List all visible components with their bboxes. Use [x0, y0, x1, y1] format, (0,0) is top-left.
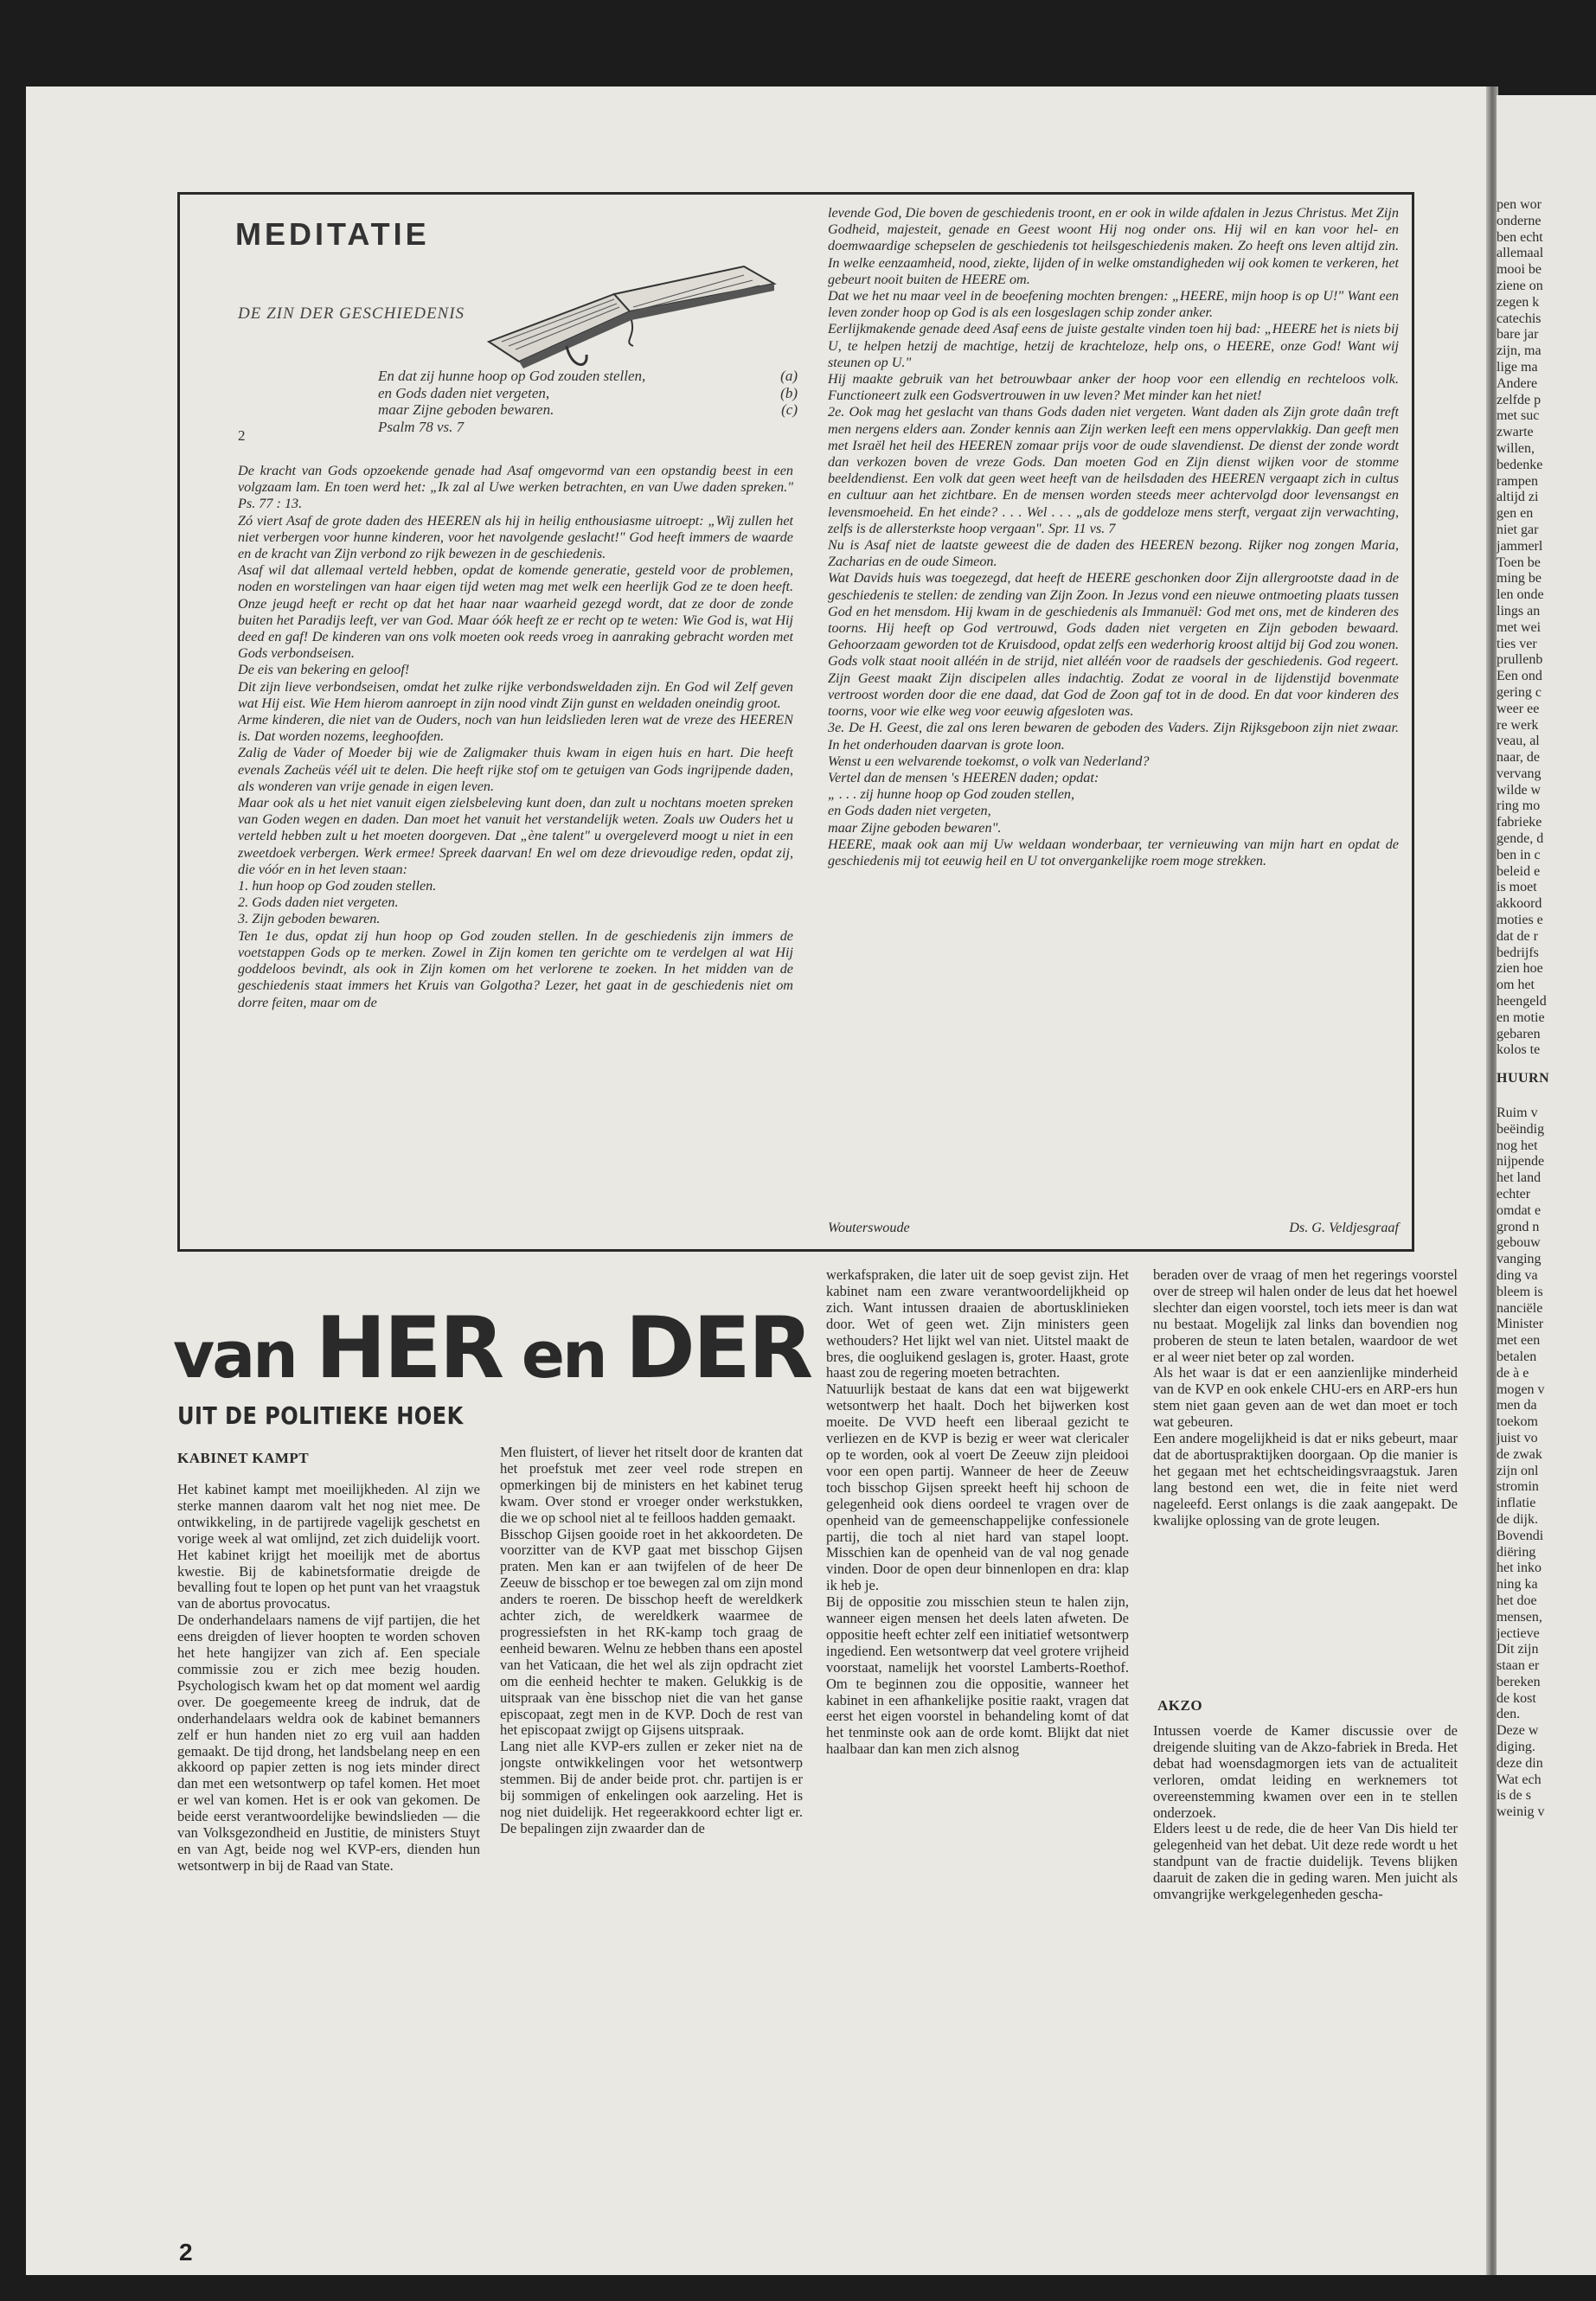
next-page-line: ning ka [1497, 1577, 1538, 1593]
next-page-line: naar, de [1497, 750, 1540, 766]
next-page-line: heengeld [1497, 994, 1547, 1009]
next-page-line: altijd zi [1497, 490, 1539, 505]
next-page-line: bare jar [1497, 327, 1539, 343]
verse-line: maar Zijne geboden bewaren. (c) [378, 401, 798, 418]
paragraph: De onderhandelaars namens de vijf partijen, die het eens dreigden of liever hoopten te worden schoven het hete hangijzer van zich af. Een speciale commissie zou er zich mee bezig houden. Psychologisch kwam het op dat moment wel aardig over. De goegemeente kreeg de indruk, dat de onderhandelaars weldra ook de kabinet bemanners zelf er hun handen niet zo erg vuil aan hadden gemaakt. De tijd drong, het landsbelang neep en een akkoord op papier zetten is nog iets minder direct dan met een wetsontwerp op tafel komen. Het moet er wel van komen. Het is er ook van gekomen. De beide eerst verantwoordelijke bewindslieden — die van Volksgezondheid en Justitie, de ministers Stuyt en van Agt, beide nog wel KVP-ers, dienden hun wetsontwerp in bij de Raad van State. [177, 1612, 480, 1874]
next-page-line: gende, d [1497, 831, 1544, 847]
next-page-line: toekom [1497, 1414, 1538, 1430]
next-page-line: juist vo [1497, 1430, 1538, 1445]
next-page-line: catechis [1497, 311, 1542, 326]
next-page-line: len onde [1497, 587, 1544, 603]
next-page-line: beleid e [1497, 863, 1541, 879]
next-page-line: weer ee [1497, 701, 1540, 716]
next-page-line: met een [1497, 1333, 1541, 1349]
article-column-4 [1153, 1267, 1458, 1682]
paragraph: Intussen voerde de Kamer discussie over de dreigende sluiting van de Akzo-fabriek in Breda. Het debat had woensdagmorgen iets van de actualiteit verloren, omdat leiding en werknemers tot overeenstemming kwamen over een in te stellen onderzoek. [1153, 1723, 1458, 1821]
next-page-line: zien hoe [1497, 961, 1543, 977]
paragraph: De eis van bekering en geloof! [238, 662, 410, 678]
next-page-line: Een ond [1497, 669, 1542, 684]
next-page-line: allemaal [1497, 246, 1544, 261]
next-page-line: is moet [1497, 880, 1537, 895]
next-page-line: deze din [1497, 1755, 1543, 1771]
next-page-line: gen en [1497, 506, 1534, 522]
paragraph: De kracht van Gods opzoekende genade had Asaf omgevormd van een opstandig beest in een volgzaam lam. En toen werd het: „Ik zal al Uwe werken betrachten, en van Uwe daden spreken." Ps. 77 : 13. [238, 463, 793, 512]
next-page-line: rampen [1497, 473, 1538, 489]
next-page-line: vanging [1497, 1252, 1542, 1267]
next-page-line: Minister [1497, 1317, 1544, 1332]
next-page-line: bedrijfs [1497, 945, 1539, 960]
quote-line: en Gods daden niet vergeten, [828, 803, 991, 819]
meditation-title: MEDITATIE [235, 216, 430, 252]
paragraph: Vertel dan de mensen 's HEEREN daden; opdat: [828, 769, 1099, 785]
next-page-line: zwarte [1497, 425, 1534, 440]
next-page-line: jectieve [1497, 1625, 1540, 1641]
next-page-line: gering c [1497, 684, 1542, 700]
next-page-line: Ruim v [1497, 1106, 1538, 1120]
verse-reference: Psalm 78 vs. 7 [378, 418, 465, 435]
paragraph: Eerlijkmakende genade deed Asaf eens de juiste gestalte vinden toen hij bad: „HEERE het is niets bij U, te helpen hetzij de machtige, hetzij de krachteloze, help ons, o HEERE, onze God! Want wij steunen op U." [828, 321, 1399, 370]
psalm-verse [378, 368, 798, 435]
article-column-3 [826, 1267, 1129, 2197]
article-column-4-akzo [1153, 1723, 1458, 2190]
next-page-line: mensen, [1497, 1609, 1542, 1625]
next-page-line: zelfde p [1497, 392, 1542, 407]
paragraph: Bisschop Gijsen gooide roet in het akkoordeten. De voorzitter van de KVP gaat met bisschop Gijsen praten. Men kan er aan twijfelen of de heer De Zeeuw de bisschop er toe bewegen zal om zijn mond anders te roeren. De bisschop heeft de wereldkerk achter zich, de wereldkerk waarmee de progressiefsten in het RK-kamp toch graag de eenheid bewaren. Welnu ze hebben thans een apostel van het Vaticaan, die het wel als zijn opdracht ziet om die eenheid hechter te maken. Gelukkig is de uitspraak van ène bisschop niet die van het ganse episcopaat, zegt men in de KVP. Doch de rest van het episcopaat zwijgt op Gijsens uitspraak. [500, 1525, 803, 1739]
paragraph: Nu is Asaf niet de laatste geweest die de daden des HEEREN bezong. Rijker nog zongen Maria, Zacharias en de oude Simeon. [828, 537, 1399, 570]
next-page-line: bedenke [1497, 457, 1543, 472]
paragraph: Als het waar is dat er een aanzienlijke minderheid van de KVP en ook enkele CHU-ers en ARP-ers hun stem niet gaan geven aan de wet dan moet er toch wat gebeuren. [1153, 1364, 1458, 1431]
article-heading-akzo: AKZO [1157, 1697, 1203, 1714]
verse-line: En dat zij hunne hoop op God zouden stellen, (a) [378, 368, 798, 384]
next-page-line: het inko [1497, 1561, 1542, 1576]
next-page-line: ties ver [1497, 636, 1537, 651]
open-book-illustration [484, 260, 779, 372]
next-page-line: fabrieke [1497, 815, 1542, 830]
next-page-line: zijn, ma [1497, 343, 1542, 359]
next-page-line: stromin [1497, 1479, 1539, 1495]
next-page-line: ben echt [1497, 229, 1543, 245]
next-page-line: is de s [1497, 1788, 1531, 1804]
paragraph: Asaf wil dat allemaal verteld hebben, opdat de komende generatie, gesteld voor de problemen, noden en worstelingen van haar eigen tijd weten mag met welk een heerlijk God ze te doen heeft. Onze jeugd heeft er recht op dat het haar naar waarheid gezegd wordt, dat ze door de zonde buiten het Paradijs leeft, ver van God. Maar óók heeft ze er recht op te weten: Wie God is, wat Hij deed en gaf! De kinderen van ons volk moeten ook reeds vroeg in aanraking gebracht worden met Gods verbondseisen. [238, 562, 793, 662]
next-page-line: met wei [1497, 619, 1542, 635]
paragraph: 2e. Ook mag het geslacht van thans Gods daden niet vergeten. Want daden als Zijn grote daân treft men nergens elders aan. Zonder kennis aan Zijn werken leeft een mens oppervlakkig. Dan geeft men met Israël het heil des HEEREN zomaar prijs voor de oude slavendienst. De dienst der zonde wordt dan verkozen boven de vreze Gods. Dan moeten God en Zijn dienst wijken voor de stomme beeldendienst. Een volk dat geen weet heeft van de heilsdaden des HEEREN vergaapt zich in cultus en cultuur aan het zichtbare. En de mensen worden steeds meer achtervolgd door levensangst en levensmoeheid. En het einde? . . . Wel . . . „als de goddeloze mens sterft, vergaat zijn verwachting, zelfs is de allersterkste hoop vergaan". Spr. 11 vs. 7 [828, 404, 1399, 536]
next-page-line: betalen [1497, 1349, 1537, 1364]
next-page-line: diging. [1497, 1740, 1535, 1755]
paragraph: Men fluistert, of liever het ritselt door de kranten dat het proefstuk met zeer veel rode strepen en opmerkingen bij de ministers en het kabinet terug kwam. Over stond er vroeger onder werkstukken, die we op school niet al te feilloos hadden gemaakt. [500, 1445, 803, 1526]
paragraph: Ten 1e dus, opdat zij hun hoop op God zouden stellen. In de geschiedenis zijn immers de voetstappen Gods op te merken. Zowel in Zijn komen ten gerichte om te verdelgen al wat Hij goddeloos bevindt, als ook in Zijn komen om het verlorene te zoeken. In het midden van de geschiedenis staat immers het Kruis van Golgotha? Lezer, het gaat in de geschiedenis niet om dorre feiten, maar om de [238, 927, 793, 1010]
next-page-line: Toen be [1497, 554, 1541, 570]
list-item: 1. hun hoop op God zouden stellen. [238, 878, 437, 894]
next-page-line: ding va [1497, 1267, 1538, 1283]
next-page-line: jammerl [1497, 538, 1543, 554]
next-page-line: om het [1497, 977, 1535, 993]
next-page-line: inflatie [1497, 1496, 1536, 1511]
paragraph: Wat Davids huis was toegezegd, dat heeft de HEERE geschonken door Zijn allergrootste daad in de geschiedenis te stellen: de zending van Zijn Zoon. In Jezus vond een nieuwe ontmoeting plaats tussen God en het mensdom. Hij kwam in de geschiedenis als Immanuël: God met ons, met de kinderen des toorns. Hij heeft op God vertrouwd, Gods daden niet vergeten en Zijn geboden bewaard. Gehoorzaam geworden tot de Kruisdood, opdat zelfs een wederhorig kroost altijd bij God zou wonen. Gods volk staat nooit alléén in de strijd, niet alléén voor de raadsels der geschiedenis. God regeert. Zijn Geest maakt Zijn discipelen alles indachtig. Zodat ze vooral in de lijdenstijd bovenmate vertroost worden door die ene daad, dat God de Zoon gaf tot in de dood. En dat voor kinderen des toorns, voor wie elke weg voor eeuwig afgesloten was. [828, 570, 1399, 720]
next-page-line: prullenb [1497, 652, 1543, 668]
next-page-line: met suc [1497, 408, 1540, 424]
next-page-line: lige ma [1497, 359, 1538, 375]
section-subtitle: UIT DE POLITIEKE HOEK [177, 1401, 464, 1430]
paragraph: werkafspraken, die later uit de soep gevist zijn. Het kabinet nam een zware verantwoordelijkheid op zich. Want intussen draaien de abortusklinieken door. Wet of geen wet. Zijn ministers geen wethouders? Het lijkt wel van niet. Uitstel maakt de bres, die oogluikend geslagen is, groter. Haast, grote haast zou de regering moeten betrachten. [826, 1267, 1129, 1381]
article-column-2 [500, 1445, 803, 2197]
verse-number: 2 [238, 427, 246, 444]
next-page-line: ziene on [1497, 278, 1543, 293]
next-page-line: pen wor [1497, 197, 1542, 212]
next-page-line: beëindig [1497, 1121, 1545, 1137]
meditation-subtitle: DE ZIN DER GESCHIEDENIS [238, 304, 465, 323]
next-page-line: veau, al [1497, 734, 1540, 749]
paragraph: Maar ook als u het niet vanuit eigen zielsbeleving kunt doen, dan zult u nochtans moeten spreken van Goden wegen en daden. Dan moet het vanuit het verstandelijk weten. Zoals uw Ouders het u verteld hebben zult u het moeten doorgeven. Dat „ène talent" u overgeleverd moogt u niet in een zweetdoek verbergen. Werk ermee! Spreek daarvan! En wel om deze drievoudige reden, opdat zij, die vóór en in het leven staan: [238, 795, 793, 877]
article-heading-kabinet: KABINET KAMPT [177, 1450, 310, 1466]
next-page-line: zegen k [1497, 294, 1540, 310]
next-page-line: staan er [1497, 1658, 1540, 1674]
next-page-line: nanciële [1497, 1300, 1543, 1316]
paragraph: Elders leest u de rede, die de heer Van Dis hield ter gelegenheid van het debat. Uit deze rede wordt u het standpunt van de fractie duidelijk. Tevens blijken daaruit de zaken die in geding waren. Men juicht als omvangrijke werkgelegenheden gescha- [1153, 1820, 1458, 1903]
paragraph: Zó viert Asaf de grote daden des HEEREN als hij in heilig enthousiasme uitroept: „Wij zullen het niet verbergen voor hunne kinderen, voor het navolgende geslacht!" God heeft immers de waarde en de kracht van Zijn verbond zo rijk bewezen in de geschiedenis. [238, 512, 793, 562]
next-page-line: het land [1497, 1170, 1542, 1186]
next-page-line: lings an [1497, 603, 1541, 619]
quote-line: maar Zijne geboden bewaren". [828, 819, 1002, 836]
next-page-line: Wat ech [1497, 1772, 1542, 1787]
article-column-1 [177, 1482, 480, 2191]
next-page-line: bleem is [1497, 1284, 1543, 1299]
paragraph: 3e. De H. Geest, die zal ons leren bewaren de geboden des Vaders. Zijn Rijksgeboon zijn niet zwaar. In het onderhouden daarvan is grote loon. [828, 720, 1399, 753]
next-page-line: de à e [1497, 1365, 1529, 1381]
signature-author: Ds. G. Veldjesgraaf [1289, 1220, 1399, 1235]
next-page-line: mooi be [1497, 262, 1542, 278]
section-title: van HER en DER [173, 1299, 811, 1398]
next-page-line: mogen v [1497, 1381, 1545, 1397]
paragraph: Arme kinderen, die niet van de Ouders, noch van hun leidslieden leren wat de vreze des HEEREN is. Dat worden nozems, leeghoofden. [238, 712, 793, 745]
next-page-line: vervang [1497, 766, 1542, 781]
next-page-line: weinig v [1497, 1804, 1545, 1820]
next-page-line: diëring [1497, 1544, 1536, 1560]
next-page-line: bereken [1497, 1674, 1541, 1689]
paragraph: Lang niet alle KVP-ers zullen er zeker niet na de jongste ontwikkelingen voor het wetsontwerp stemmen. Bij de ander beide prot. chr. partijen is er bij sommigen of enkelingen ook aarzeling. Het is nog niet duidelijk. Het regeerakkoord echter ligt er. De bepalingen zijn zwaarder dan de [500, 1738, 803, 1836]
list-item: 2. Gods daden niet vergeten. [238, 894, 399, 911]
signature-place: Wouterswoude [828, 1220, 910, 1235]
next-page-line: nijpende [1497, 1154, 1545, 1170]
meditation-signature [828, 1220, 1399, 1236]
list-item: 3. Zijn geboden bewaren. [238, 911, 381, 927]
verse-line: en Gods daden niet vergeten, (b) [378, 384, 798, 401]
next-page-heading: HUURN [1497, 1071, 1550, 1086]
paragraph: Het kabinet kampt met moeilijkheden. Al zijn we sterke mannen daarom valt het nog niet mee. De ontwikkeling, in de partijrede vagelijk geschetst en vorige week al wat omlijnd, zet zich duidelijk voort. Het kabinet krijgt het moeilijk met de abortus kwestie. Bij de kabinetsformatie dreigde de bevalling fout te lopen op het punt van het vraagstuk van de abortus provocatus. [177, 1482, 480, 1612]
next-page-line: de kost [1497, 1690, 1536, 1706]
next-page-line: Dit zijn [1497, 1642, 1539, 1657]
next-page-line: zijn onl [1497, 1463, 1539, 1478]
page-number: 2 [179, 2239, 193, 2266]
next-page-edge [1497, 95, 1596, 2275]
paragraph: Dat we het nu maar veel in de beoefening mochten brengen: „HEERE, mijn hoop is op U!" Want een leven zonder hoop op God is als een losgeslagen schip zonder anker. [828, 288, 1399, 321]
next-page-line: niet gar [1497, 522, 1539, 537]
next-page-line: re werk [1497, 717, 1539, 733]
next-page-line: ming be [1497, 571, 1542, 586]
next-page-line: gebaren [1497, 1026, 1541, 1042]
next-page-line: kolos te [1497, 1042, 1541, 1058]
paragraph: Wenst u een welvarende toekomst, o volk van Nederland? [828, 753, 1150, 769]
next-page-line: willen, [1497, 440, 1535, 456]
paragraph: HEERE, maak ook aan mij Uw weldaan wonderbaar, ter vernieuwing van mijn hart en opdat de geschiedenis mij tot eeuwig heil en U tot onvergankelijke roem moge strekken. [828, 836, 1399, 868]
next-page-line: het doe [1497, 1593, 1537, 1608]
paragraph: beraden over de vraag of men het regerings voorstel over de streep wil halen onder de leus dat het hoewel slechter dan eigen voorstel, toch iets meer is dan wat nu bestaat. Mogelijk zal links dan bovendien nog proberen de steun te laten betalen, waardoor de wet er al weer niet beter op zal worden. [1153, 1267, 1458, 1365]
next-page-line: ring mo [1497, 798, 1541, 814]
next-page-line: de zwak [1497, 1446, 1542, 1462]
next-page-line: men da [1497, 1398, 1537, 1413]
next-page-column-bottom [1497, 1106, 1596, 1821]
paragraph: Zalig de Vader of Moeder bij wie de Zaligmaker thuis kwam in eigen huis en hart. Die heeft evenals Zacheüs véél uit te delen. Die heeft rijke stof om te getuigen van Gods ingrijpende daden, als wonderen van vrije genade in eigen leven. [238, 745, 793, 794]
next-page-column-top [1497, 197, 1596, 1059]
next-page-line: grond n [1497, 1219, 1540, 1234]
next-page-line: de dijk. [1497, 1511, 1538, 1527]
next-page-line: akkoord [1497, 896, 1542, 912]
next-page-line: dat de r [1497, 928, 1538, 944]
next-page-line: gebouw [1497, 1235, 1541, 1251]
paragraph: levende God, Die boven de geschiedenis troont, en er ook in wilde afdalen in Jezus Christus. Met Zijn Godheid, majesteit, genade en Geest woont Hij nog onder ons. Hij wil en kan voor hel- en doemwaardige schepselen de geschiedenis tot heilsgeschiedenis maken. Zo heeft ons leven altijd zin. In welke eenzaamheid, nood, ziekte, lijden of in welke omstandigheden wij ook komen te verkeren, het gebeurt nooit buiten de HEERE om. [828, 205, 1399, 287]
paragraph: Hij maakte gebruik van het betrouwbaar anker der hoop voor een ellendig en rechteloos volk. Functioneert zulk een Godsvertrouwen in uw leven? Met minder kan het niet! [828, 371, 1399, 404]
meditation-column-1 [238, 463, 793, 1241]
next-page-line: onderne [1497, 213, 1542, 228]
paragraph: Een andere mogelijkheid is dat er niks gebeurt, maar dat de abortuspraktijken doorgaan. Op die manier is het gegaan met het echtscheidingsvraagstuk. Jaren lang bestond een wet, die in feite niet werd nageleefd. Eerst onlangs is die zaak aangepakt. De kwalijke oplossing van de grote leugen. [1153, 1430, 1458, 1529]
next-page-line: nog het [1497, 1138, 1538, 1153]
next-page-line: ben in c [1497, 847, 1541, 862]
next-page-line: wilde w [1497, 782, 1542, 798]
next-page-line: en motie [1497, 1009, 1545, 1025]
next-page-line: omdat e [1497, 1202, 1542, 1218]
next-page-line: Andere [1497, 375, 1538, 391]
next-page-line: den. [1497, 1707, 1521, 1722]
next-page-line: Bovendi [1497, 1528, 1544, 1543]
quote-line: „ . . . zij hunne hoop op God zouden stellen, [828, 786, 1075, 803]
paragraph: Dit zijn lieve verbondseisen, omdat het zulke rijke verbondsweldaden zijn. En God wil Zelf geven wat Hij eist. Wie Hem hierom aanroept in zijn nood vindt Zijn gunst en weldaden oneindig groot. [238, 678, 793, 711]
paragraph: Natuurlijk bestaat de kans dat een wat bijgewerkt wetsontwerp het haalt. Doch het bijwerken kost moeite. De VVD heeft een liberaal gezicht te verliezen en de KVP is bezig er weer wat clericaler op te worden, ook al voert De Zeeuw zijn pleidooi voor een open partij. Wanneer de heer de Zeeuw toch bisschop Gijsen spreekt heeft hij schoon de gelegenheid ook diens oordeel te vragen over de openheid van de gemeenschappelijke confessionele partij, die toch al niet hard van stapel loopt. Misschien kan de openheid van de val nog genade vinden. Door de open deur binnenlopen en dra: klap ik heb je. [826, 1381, 1129, 1594]
next-page-line: Deze w [1497, 1723, 1539, 1739]
next-page-line: echter [1497, 1186, 1531, 1202]
paragraph: Bij de oppositie zou misschien steun te halen zijn, wanneer eigen mensen het deels laten afweten. De oppositie heeft echter zelf een initiatief wetsontwerp ingediend. Een wetsontwerp dat veel grotere vrijheid voorstaat, namelijk het voorstel Lamberts-Roethof. Om te beginnen zou die oppositie, wanneer het kabinet in een afhankelijke positie raakt, vragen dat eerst het eigen voorstel in behandeling komt of dat het tenminste ook aan de orde komt. Blijkt dat niet haalbaar dan kan men zich alsnog [826, 1593, 1129, 1758]
meditation-column-2 [828, 205, 1399, 1208]
next-page-line: moties e [1497, 913, 1543, 928]
